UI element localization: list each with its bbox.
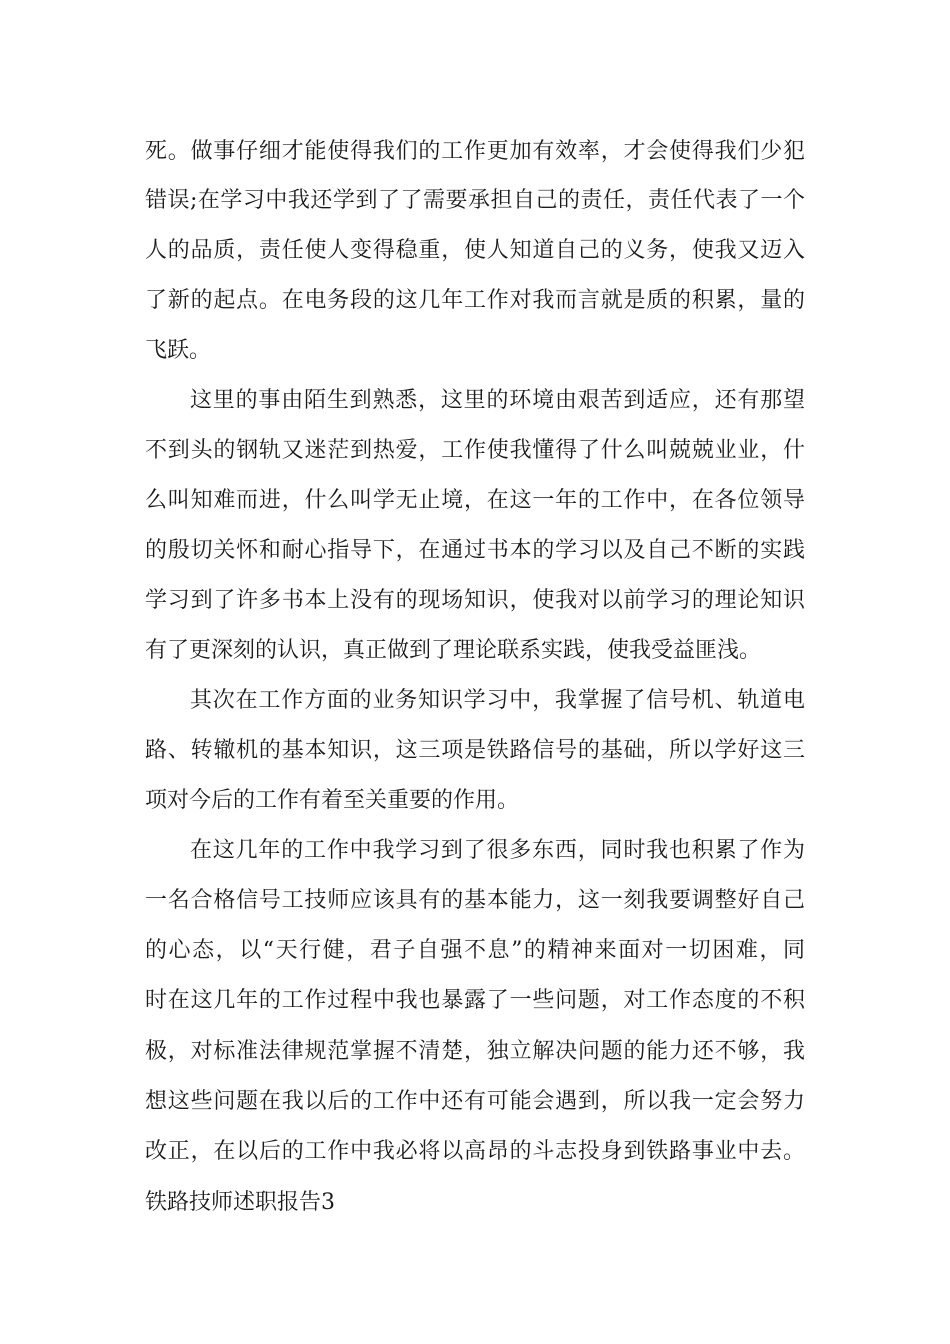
text-line: 的殷切关怀和耐心指导下，在通过书本的学习以及自己不断的实践 <box>145 538 805 563</box>
text-line: 的心态，以“天行健，君子自强不息”的精神来面对一切困难，同 <box>145 938 805 963</box>
text-line: 有了更深刻的认识，真正做到了理论联系实践，使我受益匪浅。 <box>145 638 762 663</box>
text-line: 一名合格信号工技师应该具有的基本能力，这一刻我要调整好自己 <box>145 888 805 913</box>
text-line: 了新的起点。在电务段的这几年工作对我而言就是质的积累，量的 <box>145 288 805 313</box>
text-line: 人的品质，责任使人变得稳重，使人知道自己的义务，使我又迈入 <box>145 238 805 263</box>
text-line: 改正，在以后的工作中我必将以高昂的斗志投身到铁路事业中去。 <box>145 1139 805 1164</box>
text-line: 在这几年的工作中我学习到了很多东西，同时我也积累了作为 <box>190 838 805 863</box>
text-line: 项对今后的工作有着至关重要的作用。 <box>145 788 520 813</box>
text-line: 学习到了许多书本上没有的现场知识，使我对以前学习的理论知识 <box>145 588 805 613</box>
text-line: 路、转辙机的基本知识，这三项是铁路信号的基础，所以学好这三 <box>145 738 805 763</box>
text-line: 其次在工作方面的业务知识学习中，我掌握了信号机、轨道电 <box>190 688 805 713</box>
text-line: 死。做事仔细才能使得我们的工作更加有效率，才会使得我们少犯 <box>145 139 805 164</box>
text-line: 不到头的钢轨又迷茫到热爱，工作使我懂得了什么叫兢兢业业，什 <box>145 438 805 463</box>
text-line: 么叫知难而进，什么叫学无止境，在这一年的工作中，在各位领导 <box>145 488 805 513</box>
text-line: 想这些问题在我以后的工作中还有可能会遇到，所以我一定会努力 <box>145 1089 805 1114</box>
text-line: 时在这几年的工作过程中我也暴露了一些问题，对工作态度的不积 <box>145 988 805 1013</box>
section-heading: 铁路技师述职报告3 <box>145 1190 335 1215</box>
text-line: 错误;在学习中我还学到了了需要承担自己的责任，责任代表了一个 <box>145 188 805 213</box>
text-line: 飞跃。 <box>145 338 212 363</box>
text-line: 这里的事由陌生到熟悉，这里的环境由艰苦到适应，还有那望 <box>190 388 805 413</box>
text-line: 极，对标准法律规范掌握不清楚，独立解决问题的能力还不够，我 <box>145 1039 805 1064</box>
